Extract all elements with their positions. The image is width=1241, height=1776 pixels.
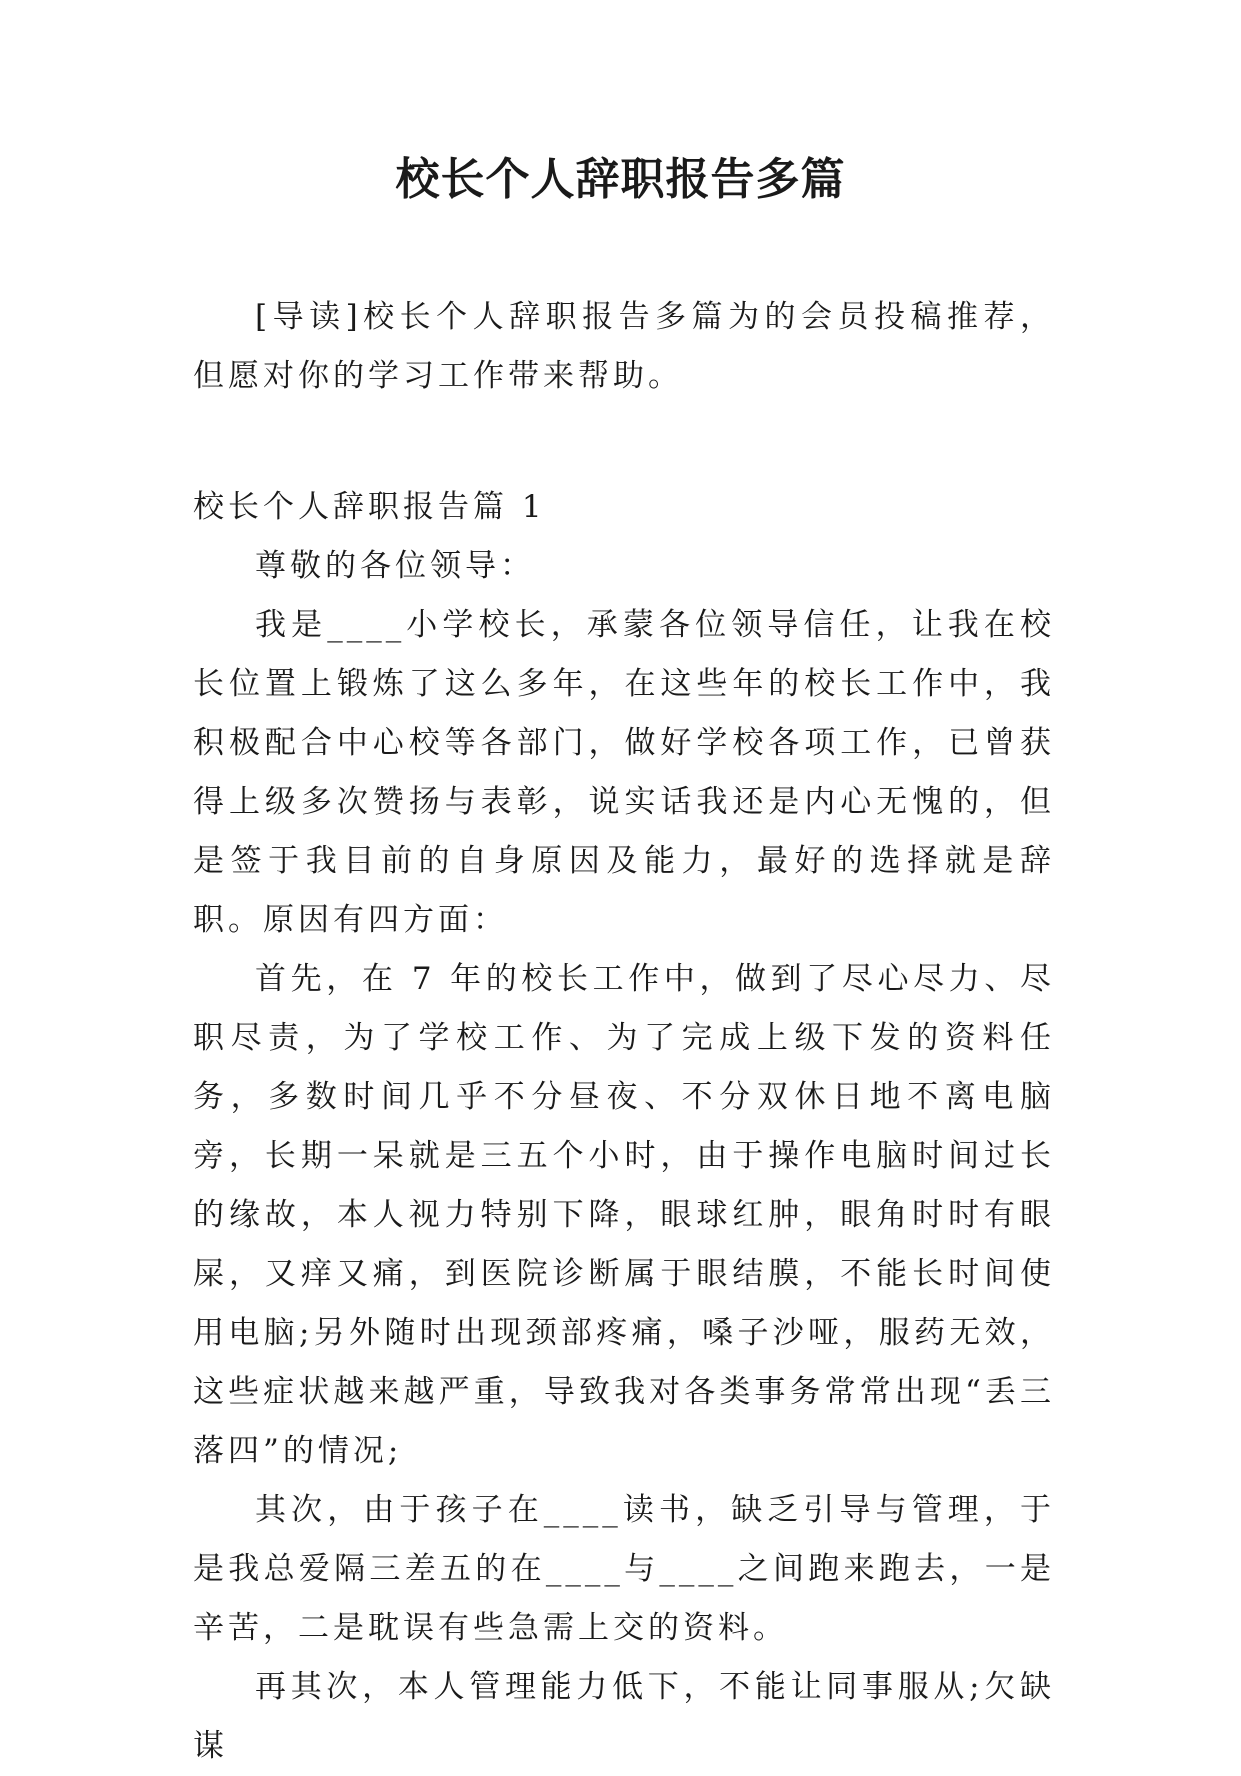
body-paragraph-1: 我是____小学校长，承蒙各位领导信任，让我在校长位置上锻炼了这么多年，在这些年的校长工作中，我积极配合中心校等各部门，做好学校各项工作，已曾获得上级多次赞扬与表彰，说实话我还是内心无愧的，但是签于我目前的自身原因及能力，最好的选择就是辞职。原因有四方面： (193, 607, 1055, 938)
body-paragraph-3: 其次，由于孩子在____读书，缺乏引导与管理，于是我总爱隔三差五的在____与____之间跑来跑去，一是辛苦，二是耽误有些急需上交的资料。 (193, 1492, 1055, 1646)
body-paragraph-2: 首先，在 7 年的校长工作中，做到了尽心尽力、尽职尽责，为了学校工作、为了完成上级下发的资料任务，多数时间几乎不分昼夜、不分双休日地不离电脑旁，长期一呆就是三五个小时，由于操作电脑时间过长的缘故，本人视力特别下降，眼球红肿，眼角时时有眼屎，又痒又痛，到医院诊断属于眼结膜，不能长时间使用电脑;另外随时出现颈部疼痛，嗓子沙哑，服药无效，这些症状越来越严重，导致我对各类事务常常出现“丢三落四”的情况; (193, 961, 1055, 1469)
section-heading: 校长个人辞职报告篇 1 (193, 489, 546, 525)
document-body (193, 288, 1055, 1776)
intro-paragraph: [导读]校长个人辞职报告多篇为的会员投稿推荐，但愿对你的学习工作带来帮助。 (193, 299, 1055, 394)
body-paragraph-4: 再其次，本人管理能力低下，不能让同事服从;欠缺谋 (193, 1669, 1055, 1764)
document-title: 校长个人辞职报告多篇 (395, 154, 846, 205)
salutation: 尊敬的各位领导： (255, 548, 535, 584)
